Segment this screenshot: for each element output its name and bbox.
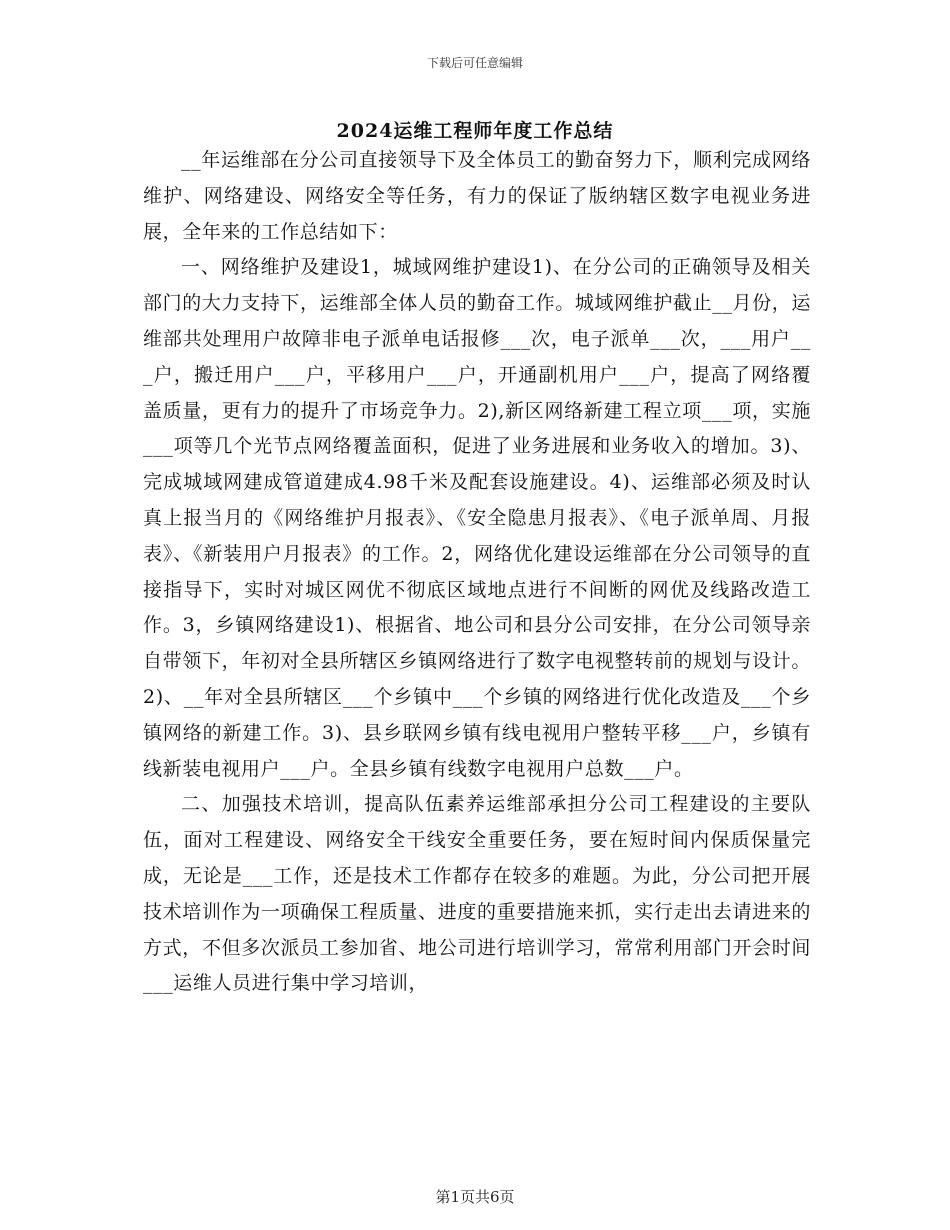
page-number-footer: 第1页共6页 <box>435 1188 515 1206</box>
section-two-paragraph: 二、加强技术培训，提高队伍素养运维部承担分公司工程建设的主要队伍，面对工程建设、网络安全干线安全重要任务，要在短时间内保质保量完成，无论是___工作，还是技术工作都存在较多的难题。为此，分公司把开展技术培训作为一项确保工程质量、进度的重要措施来抓，实行走出去请进来的方式，不但多次派员工参加省、地公司进行培训学习，常常利用部门开会时间___运维人员进行集中学习培训， <box>143 793 811 995</box>
intro-paragraph: __年运维部在分公司直接领导下及全体员工的勤奋努力下，顺利完成网络维护、网络建设、网络安全等任务，有力的保证了版纳辖区数字电视业务进展，全年来的工作总结如下： <box>143 149 811 243</box>
page-header-note: 下载后可任意编辑 <box>426 56 523 70</box>
section-one-paragraph: 一、网络维护及建设1，城域网维护建设1)、在分公司的正确领导及相关部门的大力支持下，运维部全体人员的勤奋工作。城域网维护截止__月份，运维部共处理用户故障非电子派单电话报修___次，电子派单___次，___用户___户，搬迁用户___户，平移用户___户，开通副机用户___户，提高了网络覆盖质量，更有力的提升了市场竞争力。2),新区网络新建工程立项___项，实施___项等几个光节点网络覆盖面积，促进了业务进展和业务收入的增加。3)、完成城域网建成管道建成4.98千米及配套设施建设。4)、运维部必须及时认真上报当月的《网络维护月报表》、《安全隐患月报表》、《电子派单周、月报表》、《新装用户月报表》的工作。2，网络优化建设运维部在分公司领导的直接指导下，实时对城区网优不彻底区域地点进行不间断的网优及线路改造工作。3，乡镇网络建设1)、根据省、地公司和县分公司安排，在分公司领导亲自带领下，年初对全县所辖区乡镇网络进行了数字电视整转前的规划与设计。2)、__年对全县所辖区___个乡镇中___个乡镇的网络进行优化改造及___个乡镇网络的新建工作。3)、县乡联网乡镇有线电视用户整转平移___户，乡镇有线新装电视用户___户。全县乡镇有线数字电视用户总数___户。 <box>143 256 811 780</box>
document-title: 2024运维工程师年度工作总结 <box>336 120 614 142</box>
document-body <box>143 143 811 1002</box>
